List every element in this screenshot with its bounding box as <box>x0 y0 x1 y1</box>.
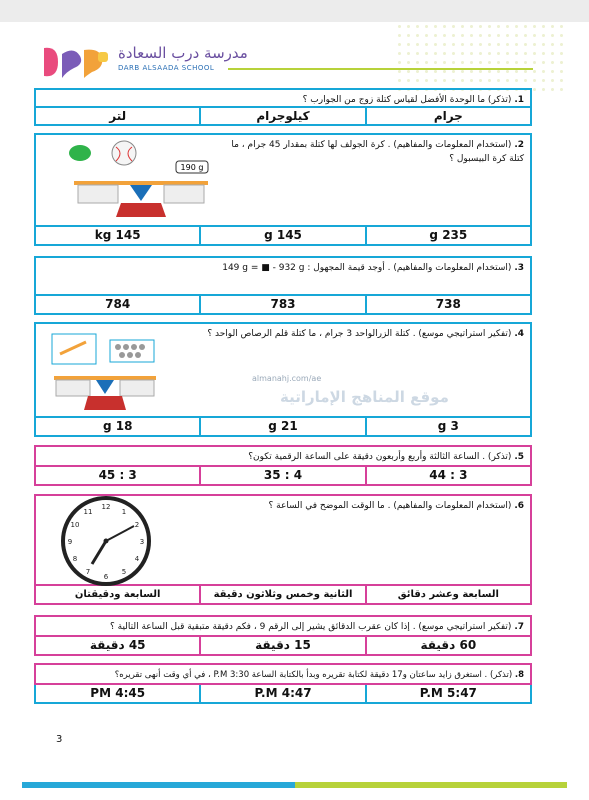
option[interactable]: 145 g <box>199 227 364 244</box>
question-number: 6. <box>514 501 524 511</box>
option[interactable]: السابعة ودقيقتان <box>74 589 161 600</box>
option[interactable]: 3 g <box>365 418 530 435</box>
question-2 <box>34 133 532 246</box>
options-row <box>34 108 532 126</box>
school-logo-icon <box>40 44 110 80</box>
dot-pattern <box>395 22 565 92</box>
svg-text:10: 10 <box>70 521 80 529</box>
question-5 <box>34 445 532 486</box>
option[interactable]: الثانية وخمس وثلاثون دقيقة <box>199 586 364 603</box>
equation: 149 g = ■ - 932 g <box>222 263 305 273</box>
balance-scale-icon <box>50 332 160 412</box>
option[interactable]: 21 g <box>199 418 364 435</box>
option[interactable]: 3 : 44 <box>365 467 530 484</box>
school-name-en: DARB ALSAADA SCHOOL <box>118 64 215 72</box>
option[interactable]: 783 <box>199 296 364 313</box>
question-text: (تذكر) . الساعة الثالثة وأربع وأربعون دقيقة على الساعة الرقمية تكون؟ <box>248 452 512 462</box>
option[interactable]: 15 دقيقة <box>199 637 364 654</box>
svg-text:2: 2 <box>134 521 140 529</box>
svg-text:12: 12 <box>101 503 111 511</box>
svg-text:4: 4 <box>134 555 140 563</box>
option[interactable]: 4:45 PM <box>90 686 146 700</box>
balance-scale-icon <box>66 139 216 219</box>
question-6 <box>34 494 532 605</box>
option[interactable]: 3 : 45 <box>98 468 137 482</box>
question-number: 8. <box>514 670 524 680</box>
option[interactable]: كيلوجرام <box>199 108 364 124</box>
question-text: (استخدام المعلومات والمفاهيم) . كرة الجولف لها كتلة بمقدار 45 جرام ، ما كتلة كرة البيسبول ؟ <box>231 140 524 164</box>
header-rule <box>228 68 533 70</box>
options-row <box>34 227 532 246</box>
svg-text:190 g: 190 g <box>180 163 204 172</box>
page-number: 3 <box>56 734 63 745</box>
svg-text:1: 1 <box>121 508 127 516</box>
svg-text:11: 11 <box>83 508 93 516</box>
question-8 <box>34 663 532 704</box>
top-band <box>0 0 589 22</box>
option[interactable]: 60 دقيقة <box>365 637 530 654</box>
question-text: (تذكر) ما الوحدة الأفضل لقياس كتلة زوج من الجوارب ؟ <box>302 95 512 105</box>
svg-text:3: 3 <box>139 538 145 546</box>
option[interactable]: السابعة وعشر دقائق <box>365 586 530 603</box>
options-row <box>34 418 532 437</box>
watermark-text: موقع المناهج الإماراتية <box>280 388 449 406</box>
option[interactable]: 784 <box>105 297 131 311</box>
option[interactable]: 738 <box>365 296 530 313</box>
option[interactable]: 4:47 P.M <box>199 685 364 702</box>
options-row <box>34 637 532 656</box>
svg-text:6: 6 <box>103 573 109 581</box>
option[interactable]: 18 g <box>102 419 133 433</box>
options-row <box>34 296 532 315</box>
svg-text:5: 5 <box>121 568 127 576</box>
analog-clock-icon <box>58 496 154 586</box>
option[interactable]: جرام <box>365 108 530 124</box>
question-1 <box>34 88 532 126</box>
question-text: (استخدام المعلومات والمفاهيم) . ما الوقت الموضح في الساعة ؟ <box>268 501 512 511</box>
question-number: 2. <box>514 140 524 150</box>
question-7 <box>34 615 532 656</box>
question-number: 5. <box>514 452 524 462</box>
question-number: 7. <box>514 622 524 632</box>
question-number: 4. <box>514 329 524 339</box>
option[interactable]: 235 g <box>365 227 530 244</box>
question-text: (تذكر) . استغرق زايد ساعتان و17 دقيقة لكتابة تقريره وبدأ بالكتابة الساعة 3:30 P.M ، في أي وقت أنهى تقريره؟ <box>114 670 513 680</box>
question-text: (تفكير استراتيجي موسع) . كتلة الزرالواحد 3 جرام ، ما كتلة قلم الرصاص الواحد ؟ <box>207 329 512 339</box>
school-name-ar: مدرسة درب السعادة <box>118 44 248 62</box>
watermark-url: almanahj.com/ae <box>252 374 322 383</box>
options-row <box>34 467 532 486</box>
golf-ball-icon <box>69 145 91 161</box>
question-text: (تفكير استراتيجي موسع) . إذا كان عقرب الدقائق يشير إلى الرقم 9 ، فكم دقيقة متبقية قبل الساعة التالية ؟ <box>109 622 512 632</box>
question-number: 1. <box>514 95 524 105</box>
option[interactable]: 4 : 35 <box>199 467 364 484</box>
option[interactable]: لتر <box>109 109 127 123</box>
question-number: 3. <box>514 263 524 273</box>
options-row <box>34 685 532 704</box>
question-text: (استخدام المعلومات والمفاهيم) . أوجد قيمة المجهول : <box>307 263 512 273</box>
option[interactable]: 145 kg <box>94 228 141 242</box>
option[interactable]: 5:47 P.M <box>365 685 530 702</box>
bottom-band <box>22 782 567 788</box>
option[interactable]: 45 دقيقة <box>89 638 146 652</box>
options-row <box>34 586 532 605</box>
svg-text:7: 7 <box>85 568 91 576</box>
svg-text:8: 8 <box>72 555 78 563</box>
svg-text:9: 9 <box>67 538 73 546</box>
question-3 <box>34 256 532 315</box>
